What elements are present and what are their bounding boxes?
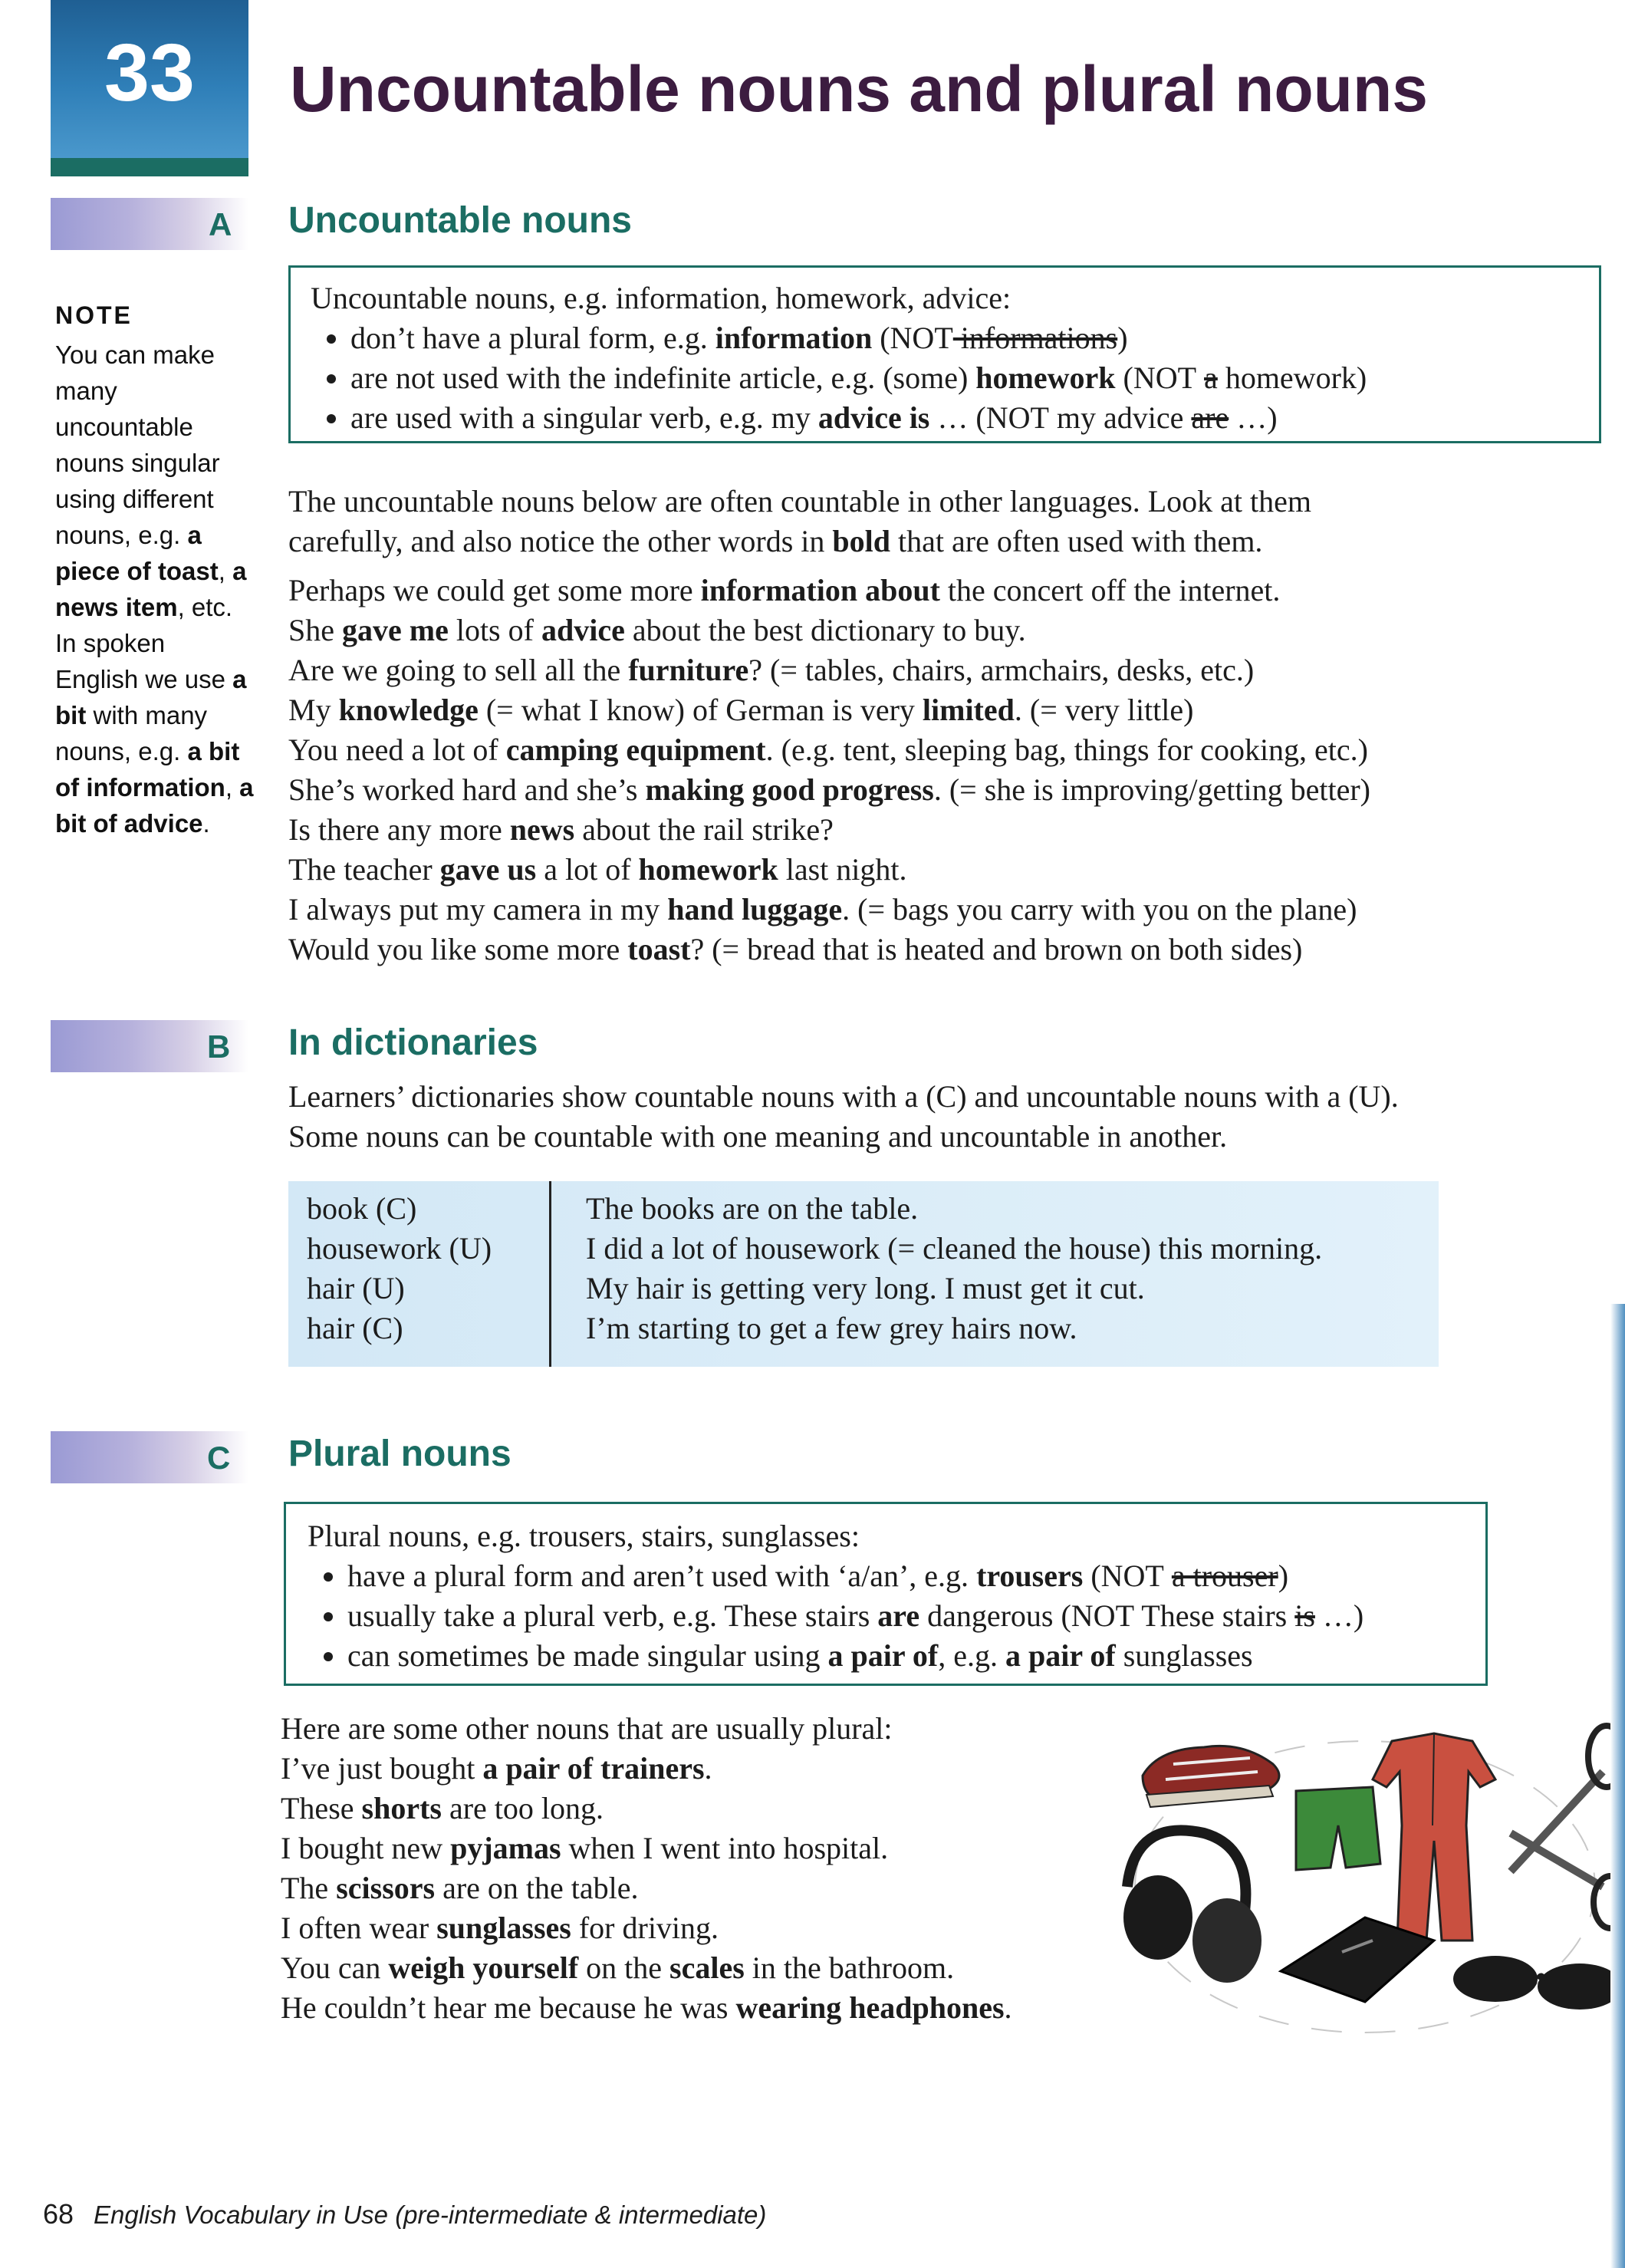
page-title: Uncountable nouns and plural nouns xyxy=(290,53,1428,125)
bold-term: news xyxy=(509,812,575,847)
not-marker: NOT xyxy=(1071,1598,1135,1633)
bold-term: scales xyxy=(669,1950,745,1985)
shorts-icon xyxy=(1296,1787,1380,1870)
rule-box-bullets xyxy=(311,318,1599,438)
section-a-letter: A xyxy=(209,206,232,242)
example-sentence: I’ve just bought a pair of trainers. xyxy=(281,1751,712,1786)
text-line: The uncountable nouns below are often countable in other languages. Look at them xyxy=(288,484,1312,518)
plural-items-illustration xyxy=(1112,1710,1625,2048)
section-c-heading: Plural nouns xyxy=(288,1434,512,1474)
bold-term: a pair of trainers xyxy=(482,1751,705,1786)
example-sentence: She’s worked hard and she’s making good progress. (= she is improving/getting better) xyxy=(288,772,1370,807)
bold-term: information about xyxy=(700,573,940,607)
rule-bullet: • are used with a singular verb, e.g. my advice is … (NOT my advice are …) xyxy=(350,398,1599,438)
not-marker: NOT xyxy=(1133,360,1197,395)
bold-term: gave us xyxy=(439,852,537,887)
example-sentence: He couldn’t hear me because he was wearing headphones. xyxy=(281,1990,1012,2025)
bold-term: information xyxy=(715,321,873,355)
example-sentence: Is there any more news about the rail strike? xyxy=(288,812,834,847)
bold-term: furniture xyxy=(628,653,749,687)
note-sidebar xyxy=(55,298,255,841)
bold-term: a bit of information xyxy=(55,737,240,802)
rule-box-intro: Uncountable nouns, e.g. information, homework, advice: xyxy=(311,281,1012,315)
bold-term: hand luggage xyxy=(667,892,843,927)
headphones-icon xyxy=(1123,1830,1262,1983)
example-sentence: These shorts are too long. xyxy=(281,1791,604,1825)
example-sentence: Here are some other nouns that are usually plural: xyxy=(281,1711,893,1746)
bold-term: wearing headphones xyxy=(735,1990,1005,2025)
example-sentence: The scissors are on the table. xyxy=(281,1871,639,1905)
rule-bullet: • have a plural form and aren’t used with ‘a/an’, e.g. trousers (NOT a trouser) xyxy=(347,1556,1485,1596)
bold-term: a bit of advice xyxy=(55,773,254,838)
dictionary-word: hair (C) xyxy=(307,1311,403,1345)
bold-term: toast xyxy=(627,932,691,966)
bold-term: a bit xyxy=(55,665,247,729)
dictionary-word: housework (U) xyxy=(307,1231,492,1266)
bold-term: scissors xyxy=(336,1871,436,1905)
bold-term: weigh yourself xyxy=(388,1950,579,1985)
dictionary-examples xyxy=(586,1189,1322,1348)
page-edge-shading xyxy=(1610,1304,1625,2268)
dictionary-word: book (C) xyxy=(307,1191,417,1226)
struck-text: a trouser xyxy=(1171,1559,1278,1593)
bold-term: homework xyxy=(975,360,1116,395)
rule-bullet: • don’t have a plural form, e.g. information (NOT informations) xyxy=(350,318,1599,358)
dictionary-example: I did a lot of housework (= cleaned the house) this morning. xyxy=(586,1231,1323,1266)
bold-term: knowledge xyxy=(338,693,479,727)
example-sentence: You can weigh yourself on the scales in the bathroom. xyxy=(281,1950,955,1985)
bold-term: a pair of xyxy=(827,1638,939,1673)
section-b-intro xyxy=(288,1077,1399,1157)
example-sentence: My knowledge (= what I know) of German is very limited. (= very little) xyxy=(288,693,1194,727)
rule-box-bullets xyxy=(308,1556,1485,1676)
bold-term: a pair of xyxy=(1005,1638,1116,1673)
struck-text: a xyxy=(1204,360,1218,395)
section-a-heading: Uncountable nouns xyxy=(288,200,632,241)
bold-term: a piece of toast xyxy=(55,521,219,585)
bold-term: are xyxy=(877,1598,920,1633)
example-sentence: I often wear sunglasses for driving. xyxy=(281,1911,719,1945)
section-b-heading: In dictionaries xyxy=(288,1022,538,1063)
book-title: English Vocabulary in Use (pre-intermediate & intermediate) xyxy=(94,2201,767,2229)
dictionary-example: I’m starting to get a few grey hairs now. xyxy=(586,1311,1077,1345)
struck-text: are xyxy=(1191,400,1229,435)
example-sentence: You need a lot of camping equipment. (e.g. tent, sleeping bag, things for cooking, etc.) xyxy=(288,732,1368,767)
bold-term: trousers xyxy=(976,1559,1084,1593)
struck-text: is xyxy=(1294,1598,1315,1633)
not-marker: NOT xyxy=(985,400,1049,435)
section-a-rule-box xyxy=(288,265,1601,443)
section-c-letter: C xyxy=(207,1440,231,1476)
bold-term: homework xyxy=(638,852,778,887)
section-a-examples xyxy=(288,571,1370,969)
scissors-icon xyxy=(1511,1726,1625,1928)
bold-term: gave me xyxy=(342,613,449,647)
rule-box-intro: Plural nouns, e.g. trousers, stairs, sunglasses: xyxy=(308,1519,860,1553)
page-number: 68 xyxy=(43,2198,74,2230)
example-sentence: She gave me lots of advice about the best dictionary to buy. xyxy=(288,613,1026,647)
not-marker: NOT xyxy=(890,321,953,355)
unit-underline-bar xyxy=(51,158,248,176)
not-marker: NOT xyxy=(1100,1559,1164,1593)
section-b-letter: B xyxy=(207,1029,231,1065)
bold-term: bold xyxy=(832,524,891,558)
bold-term: shorts xyxy=(361,1791,442,1825)
trainers-icon xyxy=(1143,1746,1279,1807)
text-line: Some nouns can be countable with one meaning and uncountable in another. xyxy=(288,1119,1228,1154)
note-text: You can make many uncountable nouns singular using different nouns, e.g. a piece of toast, a news item, etc. In spoken English we use a bit with many nouns, e.g. a bit of information, a bit of advice. xyxy=(55,341,254,838)
bold-term: sunglasses xyxy=(436,1911,571,1945)
section-c-examples xyxy=(281,1709,1012,2028)
example-sentence: I always put my camera in my hand luggage. (= bags you carry with you on the plane) xyxy=(288,892,1357,927)
bold-term: limited xyxy=(922,693,1015,727)
dictionary-word: hair (U) xyxy=(307,1271,405,1305)
rule-bullet: • are not used with the indefinite article, e.g. (some) homework (NOT a homework) xyxy=(350,358,1599,398)
dictionary-example: My hair is getting very long. I must get it cut. xyxy=(586,1271,1145,1305)
example-sentence: Perhaps we could get some more information about the concert off the internet. xyxy=(288,573,1281,607)
dictionary-words xyxy=(307,1189,492,1348)
dictionary-table-divider xyxy=(549,1181,551,1367)
dictionary-example: The books are on the table. xyxy=(586,1191,919,1226)
rule-bullet: • usually take a plural verb, e.g. These stairs are dangerous (NOT These stairs is …) xyxy=(347,1596,1485,1636)
section-a-intro xyxy=(288,482,1311,561)
page-footer xyxy=(43,2198,766,2230)
rule-bullet: • can sometimes be made singular using a pair of, e.g. a pair of sunglasses xyxy=(347,1636,1485,1676)
bold-term: making good progress xyxy=(645,772,934,807)
example-sentence: Are we going to sell all the furniture? (= tables, chairs, armchairs, desks, etc.) xyxy=(288,653,1255,687)
text-line: Learners’ dictionaries show countable nouns with a (C) and uncountable nouns with a (U). xyxy=(288,1079,1399,1114)
example-sentence: I bought new pyjamas when I went into hospital. xyxy=(281,1831,889,1865)
text-line: carefully, and also notice the other words in bold that are often used with them. xyxy=(288,524,1263,558)
example-sentence: Would you like some more toast? (= bread that is heated and brown on both sides) xyxy=(288,932,1303,966)
bold-term: pyjamas xyxy=(450,1831,561,1865)
bold-term: advice xyxy=(541,613,625,647)
bold-term: a news item xyxy=(55,557,247,621)
unit-number: 33 xyxy=(104,28,195,118)
bold-term: camping equipment xyxy=(505,732,766,767)
pyjamas-icon xyxy=(1373,1733,1495,1940)
section-c-rule-box xyxy=(284,1502,1488,1686)
bold-term: advice is xyxy=(817,400,930,435)
note-title: NOTE xyxy=(55,301,133,329)
example-sentence: The teacher gave us a lot of homework last night. xyxy=(288,852,907,887)
struck-text: informations xyxy=(952,321,1118,355)
